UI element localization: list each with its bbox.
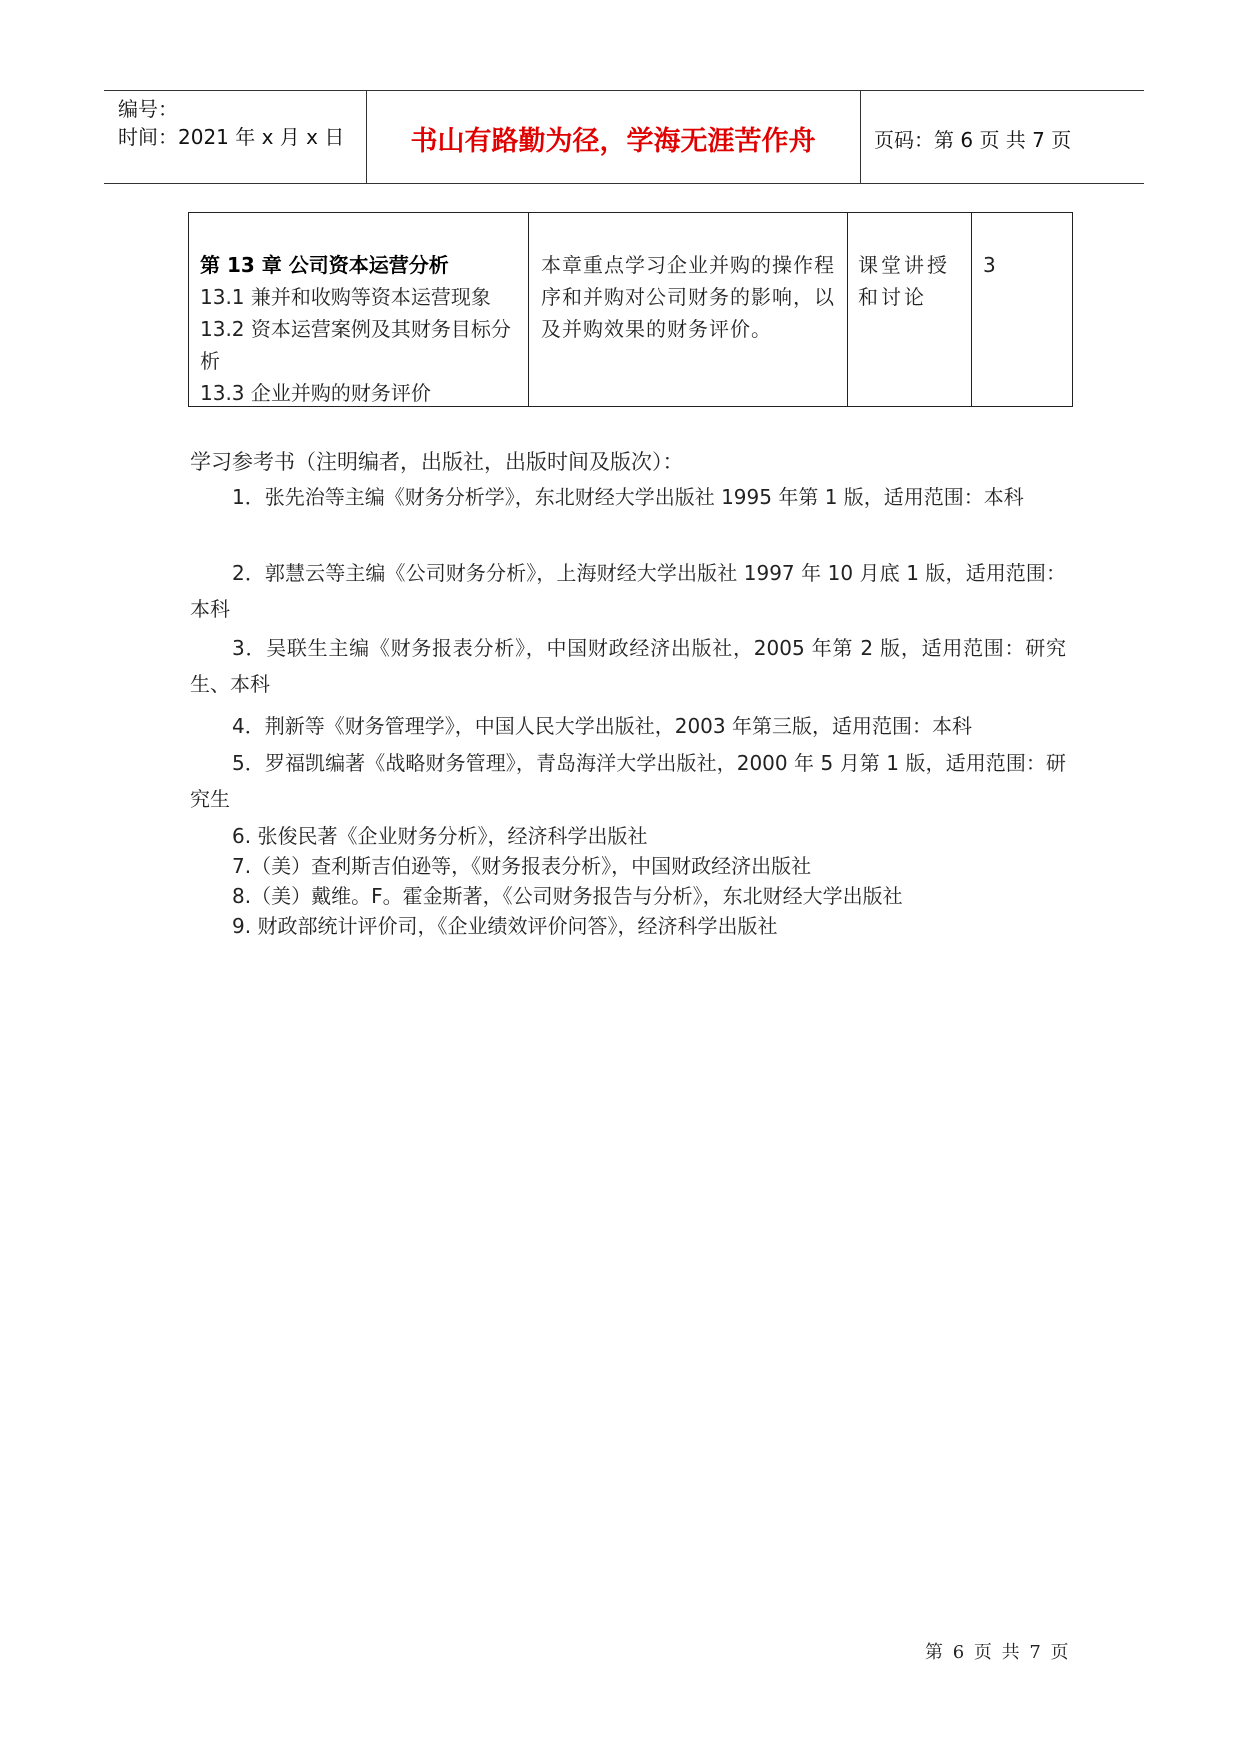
serial-number-label: 编号： (118, 97, 178, 121)
references-heading: 学习参考书（注明编者，出版社，出版时间及版次）： (190, 450, 684, 474)
reference-item: 2．郭慧云等主编《公司财务分析》，上海财经大学出版社 1997 年 10 月底 1 版，适用范围：本科 (190, 561, 1066, 621)
reference-item: 9. 财政部统计评价司，《企业绩效评价问答》，经济科学出版社 (232, 914, 778, 938)
reference-item: 4．荆新等《财务管理学》，中国人民大学出版社，2003 年第三版，适用范围：本科 (232, 714, 972, 738)
section-item: 13.3 企业并购的财务评价 (200, 381, 431, 405)
section-item: 13.2 资本运营案例及其财务目标分析 (200, 317, 511, 373)
header-right-cell (860, 91, 1144, 183)
reference-item: 7.（美）查利斯吉伯逊等，《财务报表分析》，中国财政经济出版社 (232, 854, 812, 878)
reference-item: 3．吴联生主编《财务报表分析》，中国财政经济出版社，2005 年第 2 版，适用范围：研究生、本科 (190, 636, 1066, 696)
slogan: 书山有路勤为径，学海无涯苦作舟 (410, 126, 816, 157)
chapter-title: 第 13 章 公司资本运营分析 (200, 253, 449, 277)
description-cell (528, 213, 847, 406)
reference-item: 5．罗福凯编著《战略财务管理》，青岛海洋大学出版社，2000 年 5 月第 1 版，适用范围：研究生 (190, 751, 1066, 811)
time-label: 时间：2021 年 x 月 x 日 (118, 125, 345, 149)
header-page-label: 页码：第 6 页 共 7 页 (874, 128, 1072, 152)
document-header (104, 90, 1144, 184)
chapter-description: 本章重点学习企业并购的操作程序和并购对公司财务的影响，以及并购效果的财务评价。 (541, 253, 835, 341)
class-hours: 3 (983, 253, 996, 277)
header-slogan-cell (366, 91, 861, 183)
reference-item: 1．张先治等主编《财务分析学》，东北财经大学出版社 1995 年第 1 版，适用范围：本科 (232, 485, 1024, 509)
hours-cell (971, 213, 1072, 406)
reference-item: 6. 张俊民著《企业财务分析》，经济科学出版社 (232, 824, 648, 848)
teaching-method: 课堂讲授和讨论 (858, 253, 950, 309)
header-left-cell (104, 91, 367, 183)
chapter-cell (189, 213, 528, 406)
footer-page-number: 第 6 页 共 7 页 (925, 1642, 1069, 1663)
reference-item: 8.（美）戴维。F。霍金斯著，《公司财务报告与分析》，东北财经大学出版社 (232, 884, 903, 908)
section-item: 13.1 兼并和收购等资本运营现象 (200, 285, 491, 309)
course-table (188, 212, 1073, 407)
method-cell (847, 213, 971, 406)
